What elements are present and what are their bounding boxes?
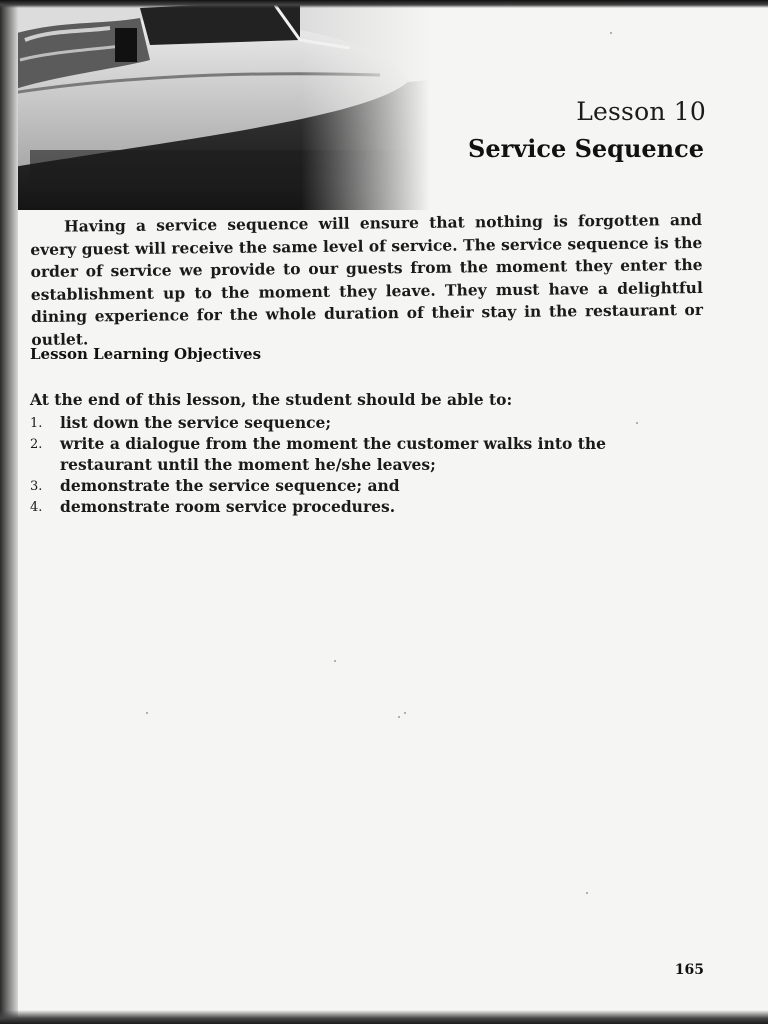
objectives-intro: At the end of this lesson, the student should be able to:: [30, 390, 513, 409]
objective-text: demonstrate room service procedures.: [60, 497, 396, 516]
objective-number: 1.: [30, 416, 43, 431]
objectives-heading: Lesson Learning Objectives: [30, 345, 262, 363]
paper-speck: [636, 422, 638, 424]
objective-item: [30, 496, 690, 517]
page-number: 165: [674, 962, 704, 978]
objectives-list: [30, 412, 690, 517]
intro-paragraph: Having a service sequence will ensure that nothing is forgotten and every guest will receive the same level of service. The service sequence is the order of service we provide to our guests from the moment they enter the establishment up to the moment they leave. They must have a delightful dining experience for the whole duration of their stay in the restaurant or outlet.: [30, 209, 704, 349]
objective-item: [30, 412, 690, 433]
page-binding-shadow: [0, 0, 18, 1024]
objective-text: list down the service sequence;: [60, 413, 332, 432]
paper-speck: [586, 892, 588, 894]
paper-speck: [334, 660, 336, 662]
paper-speck: [610, 32, 612, 34]
lesson-number: Lesson 10: [576, 97, 706, 126]
paper-speck: [146, 712, 148, 714]
objective-number: 2.: [30, 437, 43, 452]
objective-text: demonstrate the service sequence; and: [60, 476, 400, 495]
objective-number: 4.: [30, 500, 43, 515]
objective-item: [30, 433, 690, 475]
header-photo: [0, 0, 430, 210]
paper-speck: [404, 712, 406, 714]
lesson-title: Service Sequence: [468, 134, 704, 163]
objective-number: 3.: [30, 479, 43, 494]
top-edge-shadow: [0, 0, 768, 8]
bottom-edge-shadow: [0, 1010, 768, 1024]
objective-text: write a dialogue from the moment the customer walks into the restaurant until the moment he/she leaves;: [60, 434, 607, 474]
paper-speck: [398, 716, 400, 718]
objective-item: [30, 475, 690, 496]
